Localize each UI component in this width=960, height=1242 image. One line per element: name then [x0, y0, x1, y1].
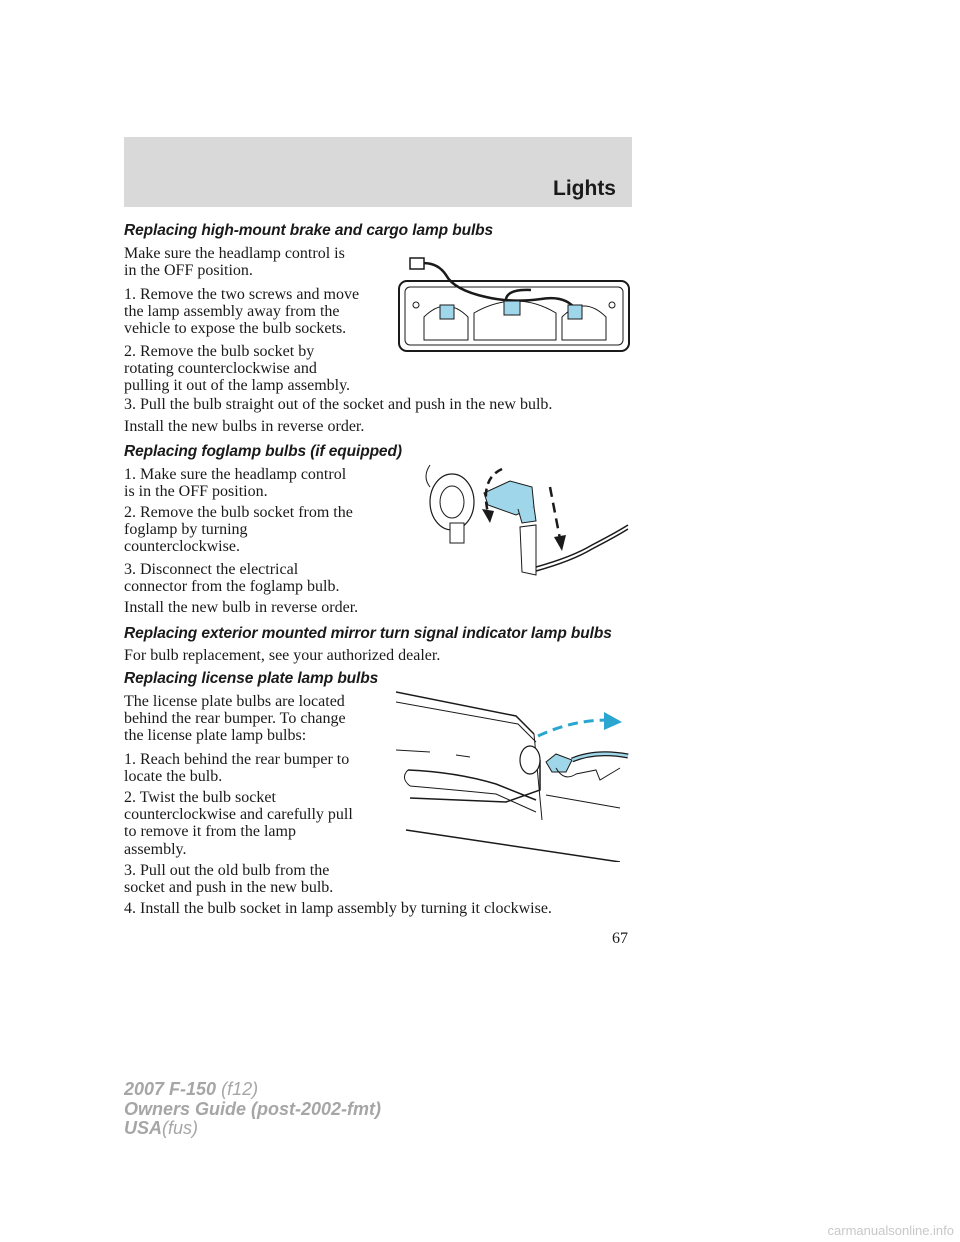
paragraph: 2. Twist the bulb socket counterclockwise and carefully pull to remove it from the lamp assembly.	[124, 789, 353, 858]
watermark: carmanualsonline.info	[827, 1223, 954, 1238]
paragraph: 2. Remove the bulb socket from the foglamp by turning counterclockwise.	[124, 504, 353, 556]
page-number: 67	[612, 930, 628, 947]
foglamp-illustration	[422, 457, 634, 582]
section-title: Lights	[553, 177, 616, 200]
heading-foglamp: Replacing foglamp bulbs (if equipped)	[124, 443, 402, 460]
footer-market: USA	[124, 1118, 163, 1138]
paragraph: 2. Remove the bulb socket by rotating counterclockwise and pulling it out of the lamp assembly.	[124, 343, 351, 395]
paragraph: Install the new bulb in reverse order.	[124, 599, 359, 616]
heading-license-plate: Replacing license plate lamp bulbs	[124, 670, 379, 687]
paragraph: 1. Remove the two screws and move the lamp assembly away from the vehicle to expose the bulb sockets.	[124, 286, 360, 338]
paragraph: 4. Install the bulb socket in lamp assembly by turning it clockwise.	[124, 900, 552, 917]
paragraph: 1. Make sure the headlamp control is in the OFF position.	[124, 466, 347, 501]
paragraph: The license plate bulbs are located behind the rear bumper. To change the license plate lamp bulbs:	[124, 693, 346, 745]
paragraph: Install the new bulbs in reverse order.	[124, 418, 365, 435]
paragraph: For bulb replacement, see your authorized dealer.	[124, 647, 441, 664]
section-header-bar	[124, 137, 632, 207]
footer-guide: Owners Guide (post-2002-fmt)	[124, 1098, 382, 1119]
heading-high-mount-brake: Replacing high-mount brake and cargo lamp bulbs	[124, 222, 494, 239]
paragraph: 3. Pull the bulb straight out of the socket and push in the new bulb.	[124, 396, 553, 413]
footer-market-code: (fus)	[162, 1118, 199, 1138]
footer-code: (f12)	[221, 1079, 259, 1099]
paragraph: 3. Disconnect the electrical connector from the foglamp bulb.	[124, 561, 340, 596]
document-footer	[124, 1080, 381, 1139]
paragraph: Make sure the headlamp control is in the OFF position.	[124, 245, 345, 280]
brake-lamp-illustration	[396, 255, 634, 355]
heading-mirror-turn-signal: Replacing exterior mounted mirror turn signal indicator lamp bulbs	[124, 625, 612, 642]
paragraph: 3. Pull out the old bulb from the socket and push in the new bulb.	[124, 862, 334, 897]
license-plate-illustration	[396, 690, 634, 862]
footer-model: 2007 F-150	[124, 1079, 217, 1099]
paragraph: 1. Reach behind the rear bumper to locate the bulb.	[124, 751, 350, 786]
